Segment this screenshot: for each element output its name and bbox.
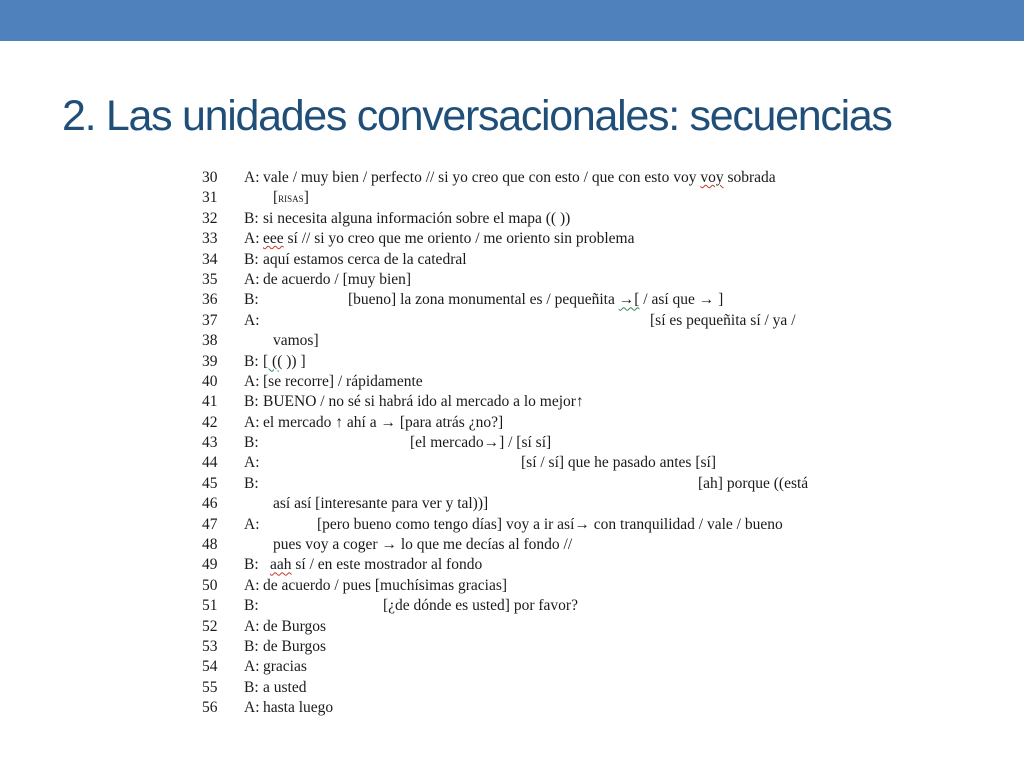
- utterance-text: vale / muy bien / perfecto // si yo creo que con esto / que con esto voy voy sobrada: [263, 169, 776, 186]
- line-number: 39: [202, 352, 218, 370]
- line-number: 48: [202, 536, 218, 554]
- speaker-label: A:: [244, 230, 260, 248]
- utterance-text: [ (( )) ]: [263, 352, 306, 370]
- transcript-line: [202, 535, 822, 555]
- line-number: 43: [202, 434, 218, 452]
- line-number: 38: [202, 332, 218, 350]
- utterance-text: [ah] porque ((está: [698, 474, 809, 492]
- transcript-line: [202, 657, 822, 677]
- speaker-label: B:: [244, 556, 259, 574]
- utterance-text: aah sí / en este mostrador al fondo: [270, 556, 483, 574]
- utterance-text: de acuerdo / pues [muchísimas gracias]: [263, 576, 508, 594]
- transcript-line: [202, 474, 822, 494]
- transcript-line: [202, 290, 822, 310]
- speaker-label: A:: [244, 454, 260, 472]
- line-number: 54: [202, 658, 218, 676]
- speaker-label: B:: [244, 393, 259, 411]
- line-number: 50: [202, 576, 218, 594]
- speaker-label: A:: [244, 699, 260, 717]
- transcript-line: [202, 311, 822, 331]
- speaker-label: B:: [244, 250, 259, 268]
- utterance-text: [risas]: [273, 189, 309, 207]
- line-number: 47: [202, 515, 218, 533]
- utterance-text: eee sí // si yo creo que me oriento / me oriento sin problema: [263, 230, 635, 248]
- utterance-text: [bueno] la zona monumental es / pequeñita →[ / así que → ]: [348, 291, 724, 309]
- speaker-label: B:: [244, 597, 259, 615]
- transcript-line: [202, 270, 822, 290]
- transcript-line: [202, 515, 822, 535]
- utterance-text: [el mercado→] / [sí sí]: [410, 434, 552, 452]
- speaker-label: B:: [244, 474, 259, 492]
- transcript-line: [202, 188, 822, 208]
- speaker-label: B:: [244, 291, 259, 309]
- utterance-text: [sí es pequeñita sí / ya /: [650, 311, 796, 329]
- line-number: 49: [202, 556, 218, 574]
- header-accent-bar: [0, 0, 1024, 41]
- transcript-line: [202, 555, 822, 575]
- line-number: 37: [202, 311, 218, 329]
- utterance-text: [¿de dónde es usted] por favor?: [383, 597, 578, 615]
- transcript-line: [202, 229, 822, 249]
- speaker-label: A:: [244, 372, 260, 390]
- speaker-label: B:: [244, 678, 259, 696]
- transcript-line: [202, 392, 822, 412]
- line-number: 33: [202, 230, 218, 248]
- line-number: 31: [202, 189, 218, 207]
- transcript-line: [202, 698, 822, 718]
- speaker-label: A:: [244, 413, 260, 431]
- utterance-text: BUENO / no sé si habrá ido al mercado a lo mejor↑: [263, 393, 584, 411]
- utterance-text: el mercado ↑ ahí a → [para atrás ¿no?]: [263, 413, 504, 431]
- speaker-label: A:: [244, 576, 260, 594]
- line-number: 35: [202, 270, 218, 288]
- line-number: 41: [202, 393, 218, 411]
- transcript-line: [202, 413, 822, 433]
- slide-title: 2. Las unidades conversacionales: secuencias: [62, 92, 892, 140]
- transcript-line: [202, 678, 822, 698]
- utterance-text: a usted: [263, 678, 307, 696]
- transcript-line: [202, 576, 822, 596]
- transcript-line: [202, 453, 822, 473]
- line-number: 55: [202, 678, 218, 696]
- utterance-text: hasta luego: [263, 699, 334, 717]
- line-number: 53: [202, 637, 218, 655]
- speaker-label: A:: [244, 658, 260, 676]
- utterance-text: de Burgos: [263, 637, 327, 655]
- transcript-line: [202, 637, 822, 657]
- line-number: 46: [202, 495, 218, 513]
- utterance-text: si necesita alguna información sobre el mapa (( )): [263, 209, 571, 227]
- speaker-label: B:: [244, 352, 259, 370]
- speaker-label: A:: [244, 311, 260, 329]
- line-number: 56: [202, 699, 218, 717]
- transcript-line: [202, 617, 822, 637]
- utterance-text: pues voy a coger → lo que me decías al fondo //: [273, 536, 573, 554]
- speaker-label: A:: [244, 617, 260, 635]
- line-number: 40: [202, 372, 218, 390]
- speaker-label: B:: [244, 209, 259, 227]
- utterance-text: de Burgos: [263, 617, 327, 635]
- speaker-label: B:: [244, 434, 259, 452]
- line-number: 42: [202, 413, 218, 431]
- utterance-text: [se recorre] / rápidamente: [263, 372, 423, 390]
- utterance-text: aquí estamos cerca de la catedral: [263, 250, 467, 268]
- speaker-label: A:: [244, 515, 260, 533]
- line-number: 30: [202, 169, 218, 186]
- conversation-transcript: [202, 168, 822, 719]
- transcript-line: [202, 250, 822, 270]
- transcript-line: [202, 494, 822, 514]
- transcript-line: [202, 596, 822, 616]
- line-number: 52: [202, 617, 218, 635]
- transcript-line: [202, 372, 822, 392]
- utterance-text: de acuerdo / [muy bien]: [263, 270, 412, 288]
- transcript-line: [202, 433, 822, 453]
- line-number: 36: [202, 291, 218, 309]
- speaker-label: B:: [244, 637, 259, 655]
- line-number: 45: [202, 474, 218, 492]
- utterance-text: vamos]: [273, 332, 319, 350]
- transcript-line: [202, 168, 822, 188]
- utterance-text: así así [interesante para ver y tal))]: [273, 495, 489, 513]
- speaker-label: A:: [244, 270, 260, 288]
- line-number: 32: [202, 209, 218, 227]
- transcript-line: [202, 331, 822, 351]
- utterance-text: [sí / sí] que he pasado antes [sí]: [521, 454, 716, 472]
- utterance-text: [pero bueno como tengo días] voy a ir así→ con tranquilidad / vale / bueno: [317, 515, 783, 533]
- line-number: 44: [202, 454, 218, 472]
- speaker-label: A:: [244, 169, 260, 186]
- transcript-line: [202, 352, 822, 372]
- line-number: 34: [202, 250, 218, 268]
- utterance-text: gracias: [263, 658, 307, 676]
- line-number: 51: [202, 597, 218, 615]
- transcript-line: [202, 209, 822, 229]
